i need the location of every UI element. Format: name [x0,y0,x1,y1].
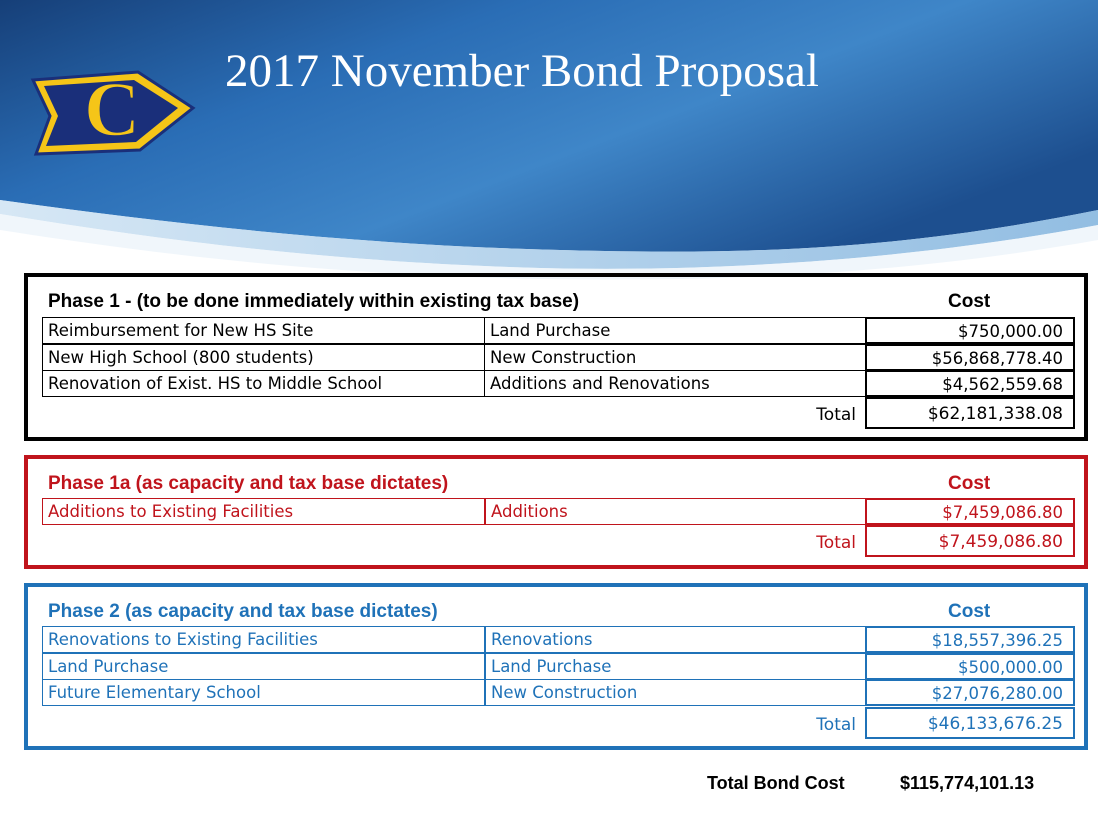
phase-1-total-label: Total [816,405,856,425]
phase-1a-cost: $7,459,086.80 [865,498,1075,525]
phase-1a-table [24,455,1088,569]
slide-title: 2017 November Bond Proposal [225,45,819,97]
grand-total-label: Total Bond Cost [707,773,845,793]
phase-2-type: New Construction [485,679,865,706]
phase-1-type: New Construction [485,344,865,371]
phase-1-cost: $56,868,778.40 [865,344,1075,371]
phase-1a-cost-header: Cost [948,473,991,494]
phase-2-type: Renovations [485,626,865,653]
phase-1-item: Reimbursement for New HS Site [42,317,485,344]
phase-2-total: $46,133,676.25 [865,707,1075,739]
phase-1-item: New High School (800 students) [42,344,485,371]
phase-2-cost-header: Cost [948,601,991,622]
grand-total-value: $115,774,101.13 [900,773,1035,793]
phase-2-item: Future Elementary School [42,679,485,706]
phase-1a-total-label: Total [816,533,856,553]
logo-letter: C [83,65,141,152]
phase-1a-item: Additions to Existing Facilities [42,498,485,525]
phase-2-cost: $18,557,396.25 [865,626,1075,653]
phase-1-cost: $750,000.00 [865,317,1075,344]
phase-1-item: Renovation of Exist. HS to Middle School [42,370,485,397]
phase-1-type: Additions and Renovations [485,370,865,397]
phase-1a-total: $7,459,086.80 [865,525,1075,557]
phase-1-total: $62,181,338.08 [865,397,1075,429]
phase-2-table [24,583,1088,750]
phase-2-cost: $27,076,280.00 [865,679,1075,706]
phase-1-table [24,273,1088,441]
phase-1-type: Land Purchase [485,317,865,344]
phase-1a-type: Additions [485,498,865,525]
phase-1a-title: Phase 1a (as capacity and tax base dictates) [48,473,449,494]
phase-1-cost-header: Cost [948,291,991,312]
school-logo-icon [28,50,198,160]
phase-1-cost: $4,562,559.68 [865,370,1075,397]
phase-1-title: Phase 1 - (to be done immediately within existing tax base) [48,291,580,312]
phase-2-type: Land Purchase [485,653,865,680]
phase-2-title: Phase 2 (as capacity and tax base dictates) [48,601,438,622]
phase-2-total-label: Total [816,715,856,735]
phase-2-item: Land Purchase [42,653,485,680]
phase-2-cost: $500,000.00 [865,653,1075,680]
phase-2-item: Renovations to Existing Facilities [42,626,485,653]
